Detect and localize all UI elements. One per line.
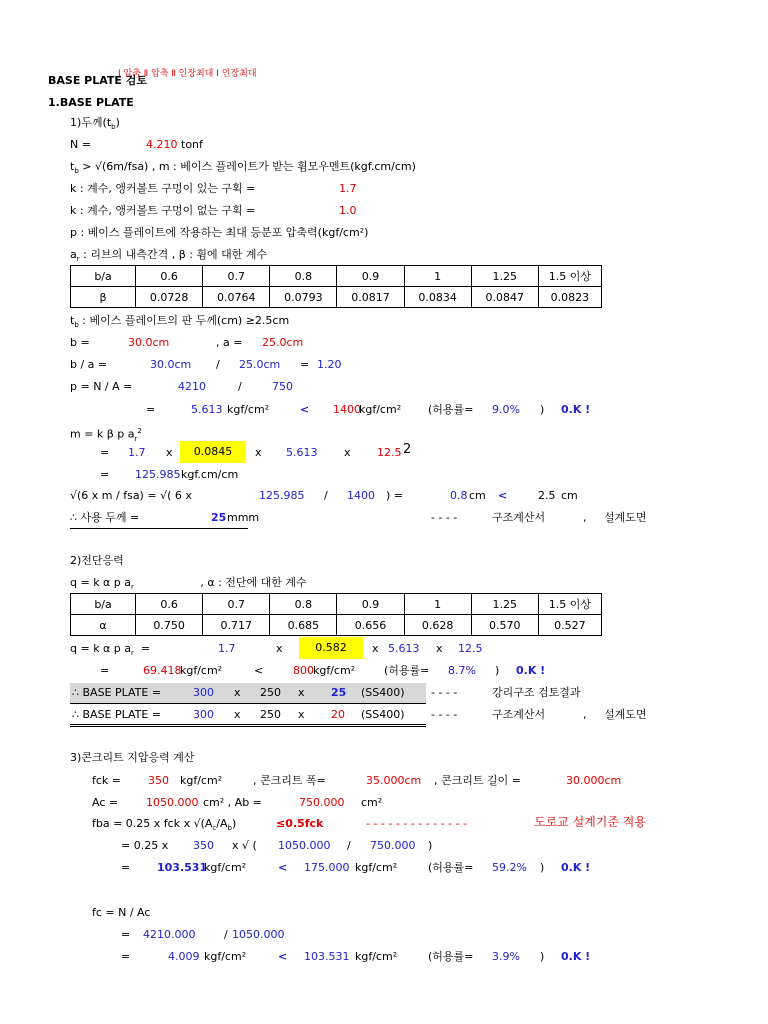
sqrt-slash: / — [324, 489, 328, 502]
table-cell: b/a — [71, 594, 136, 615]
k1-value: 1.7 — [339, 182, 357, 195]
tb-note: $t_b$ : 베이스 플레이트의 판 두께(cm) ≥2.5cm — [70, 314, 290, 330]
fba3-result: 103.531 — [157, 861, 208, 874]
base-plate-result-2-underline — [70, 724, 426, 727]
q-ratio-value: 8.7% — [448, 664, 476, 677]
alpha-table-value-row — [71, 615, 602, 636]
table-cell: 0.8 — [270, 594, 337, 615]
use-note-dash: - - - - — [431, 511, 458, 524]
p-definition: p : 베이스 플레이트에 작용하는 최대 등분포 압축력(kgf/cm²) — [70, 226, 369, 239]
use-note-drawing: 설계도면 — [604, 511, 647, 524]
table-cell: 0.7 — [203, 594, 270, 615]
sqrt-min-unit: cm — [561, 489, 578, 502]
fc3-ok: 0.K ! — [561, 950, 591, 963]
table-cell: 1.5 이상 — [538, 594, 601, 615]
q-ratio-close: ) — [495, 664, 500, 677]
fck-label: fck = — [92, 774, 122, 787]
fc3-ratio-label: (허용률= — [428, 950, 474, 963]
ab-value: 750.000 — [299, 796, 345, 809]
m-eq2: = — [100, 468, 110, 481]
n-unit: tonf — [181, 138, 203, 151]
q-alpha-value: 0.582 — [299, 637, 363, 659]
alpha-table-header-row — [71, 594, 602, 615]
bp2-x1: x — [234, 708, 241, 721]
fc2-ac: 1050.000 — [232, 928, 285, 941]
p-allow-value: 1400 — [333, 403, 361, 416]
table-cell: 0.0817 — [337, 287, 404, 308]
q-ratio-label: (허용률= — [384, 664, 430, 677]
table-cell: 1 — [404, 266, 471, 287]
fba2-fck: 350 — [193, 839, 214, 852]
m-formula: m = k β p $a_r^2$ — [70, 427, 142, 443]
fba2-label: = 0.25 x — [121, 839, 169, 852]
m-result-unit: kgf.cm/cm — [181, 468, 239, 481]
p-result-unit: kgf/cm² — [227, 403, 270, 416]
table-cell: 0.628 — [404, 615, 471, 636]
m-k-value: 1.7 — [128, 446, 146, 459]
use-note-comma: , — [583, 511, 587, 524]
table-cell: 0.8 — [270, 266, 337, 287]
q-allow-value: 800 — [293, 664, 314, 677]
p-eq2: = — [146, 403, 156, 416]
table-cell: 1.25 — [471, 594, 538, 615]
fba3-unit: kgf/cm² — [204, 861, 247, 874]
q-result-unit: kgf/cm² — [180, 664, 223, 677]
use-thickness-unit: mmm — [227, 511, 260, 524]
bp1-height: 250 — [260, 686, 281, 699]
table-cell: 1 — [404, 594, 471, 615]
table-cell: 0.0793 — [270, 287, 337, 308]
fc3-eq: = — [121, 950, 131, 963]
fba3-ratio: 59.2% — [492, 861, 527, 874]
thickness-heading: 1)두께$(t_b)$ — [70, 116, 120, 132]
table-cell: 0.0764 — [203, 287, 270, 308]
beta-table-header-row — [71, 266, 602, 287]
table-cell: 1.25 — [471, 266, 538, 287]
ac-unit: cm² , Ab = — [203, 796, 262, 809]
length-label: , 콘크리트 길이 = — [434, 774, 521, 787]
b-label: b = — [70, 336, 90, 349]
alpha-table — [70, 593, 602, 636]
bp1-note: 강리구조 검토결과 — [492, 686, 581, 699]
bp1-x2: x — [298, 686, 305, 699]
fc3-lt: < — [278, 950, 288, 963]
bp2-x2: x — [298, 708, 305, 721]
p-eq-label: p = N / A = — [70, 380, 133, 393]
fba-condition: ≤0.5fck — [276, 817, 324, 830]
a-label: , a = — [216, 336, 243, 349]
table-cell: 0.750 — [136, 615, 203, 636]
table-cell: 0.570 — [471, 615, 538, 636]
k1-label: k : 계수, 앵커볼트 구멍이 있는 구획 = — [70, 182, 256, 195]
table-cell: 0.656 — [337, 615, 404, 636]
fba-dash: - - - - - - - - - - - - - - — [366, 817, 468, 830]
fba-note: 도로교 설계기준 적용 — [534, 815, 646, 829]
table-cell: 0.685 — [270, 615, 337, 636]
bp2-comma: , — [583, 708, 587, 721]
m-result: 125.985 — [135, 468, 181, 481]
m-x2: x — [255, 446, 262, 459]
section-2-heading: 2)전단응력 — [70, 554, 124, 567]
fba2-sqrt: x √ ( — [232, 839, 257, 852]
fc2-n: 4210.000 — [143, 928, 196, 941]
fc2-slash: / — [224, 928, 228, 941]
section-1-heading: 1.BASE PLATE — [48, 96, 134, 109]
use-thickness-label: ∴ 사용 두께 = — [70, 511, 140, 524]
length-value: 30.000cm — [566, 774, 622, 787]
fba2-ab: 750.000 — [370, 839, 416, 852]
ba-label: b / a = — [70, 358, 108, 371]
ac-label: Ac = — [92, 796, 119, 809]
m-p-value: 5.613 — [286, 446, 318, 459]
tb-formula: $t_b > √(6m/fsa)$ , m : 베이스 플레이트가 받는 휨모우멘트(kgf.cm/cm) — [70, 160, 416, 176]
q-x1: x — [276, 642, 283, 655]
q-definition: q = k α p $a_r$ , α : 전단에 대한 계수 — [70, 576, 307, 592]
q-eq2: = — [100, 664, 110, 677]
table-cell: 0.717 — [203, 615, 270, 636]
sqrt-label: √(6 x m / fsa) = √( 6 x — [70, 489, 192, 502]
beta-table — [70, 265, 602, 308]
fc3-result: 4.009 — [168, 950, 200, 963]
n-value: 4.210 — [146, 138, 178, 151]
fck-value: 350 — [148, 774, 169, 787]
width-value: 35.000cm — [366, 774, 422, 787]
m-x1: x — [166, 446, 173, 459]
bp1-material: (SS400) — [361, 686, 405, 699]
doc-title-overlay: Ⅰ 압축 Ⅱ 압축 Ⅱ 인장최대 Ⅰ 인장최대 — [118, 69, 257, 79]
ba-a-value: 25.0cm — [239, 358, 281, 371]
bp1-x1: x — [234, 686, 241, 699]
q-x2: x — [372, 642, 379, 655]
table-cell: 0.527 — [538, 615, 601, 636]
fba3-close: ) — [540, 861, 545, 874]
fba3-eq: = — [121, 861, 131, 874]
m-eq: = — [100, 446, 110, 459]
fc-label: fc = N / Ac — [92, 906, 151, 919]
fba3-lt: < — [278, 861, 288, 874]
fba3-allow-unit: kgf/cm² — [355, 861, 398, 874]
use-thickness-value: 25 — [211, 511, 227, 524]
table-cell: b/a — [71, 266, 136, 287]
m-beta-value: 0.0845 — [180, 441, 246, 463]
bp2-thickness: 20 — [331, 708, 345, 721]
ba-slash: / — [216, 358, 220, 371]
p-ratio-value: 9.0% — [492, 403, 520, 416]
fba3-allow: 175.000 — [304, 861, 350, 874]
bp2-label: ∴ BASE PLATE = — [72, 708, 162, 721]
sqrt-m-value: 125.985 — [259, 489, 305, 502]
p-ok: 0.K ! — [561, 403, 591, 416]
ba-result: 1.20 — [317, 358, 342, 371]
q-formula: q = k α p $a_r$ = — [70, 642, 151, 658]
q-result: 69.418 — [143, 664, 182, 677]
q-lt: < — [254, 664, 264, 677]
p-n-value: 4210 — [178, 380, 206, 393]
table-cell: 0.0728 — [136, 287, 203, 308]
base-plate-result-1-underline — [70, 703, 426, 704]
m-x3: x — [344, 446, 351, 459]
n-label: N = — [70, 138, 91, 151]
fba-formula: fba = 0.25 x fck x $√(A_c/A_b)$ — [92, 817, 237, 833]
table-cell: 0.9 — [337, 266, 404, 287]
fc3-allow: 103.531 — [304, 950, 350, 963]
fc3-allow-unit: kgf/cm² — [355, 950, 398, 963]
q-p-value: 5.613 — [388, 642, 420, 655]
k2-label: k : 계수, 앵커볼트 구멍이 없는 구획 = — [70, 204, 256, 217]
section-3-heading: 3)콘크리트 지압응력 계산 — [70, 751, 195, 764]
fba2-ac: 1050.000 — [278, 839, 331, 852]
table-cell: 0.0823 — [538, 287, 601, 308]
sqrt-fsa-value: 1400 — [347, 489, 375, 502]
ab-unit: cm² — [361, 796, 383, 809]
p-a-value: 750 — [272, 380, 293, 393]
p-slash: / — [238, 380, 242, 393]
beta-table-value-row — [71, 287, 602, 308]
table-cell: 0.9 — [337, 594, 404, 615]
sqrt-unit: cm — [469, 489, 486, 502]
sqrt-lt: < — [498, 489, 508, 502]
table-cell: 0.0834 — [404, 287, 471, 308]
bp2-material: (SS400) — [361, 708, 405, 721]
table-cell: 0.7 — [203, 266, 270, 287]
p-lt: < — [300, 403, 310, 416]
table-cell: 0.6 — [136, 266, 203, 287]
use-thickness-underline — [70, 528, 248, 529]
table-cell: 0.6 — [136, 594, 203, 615]
p-result: 5.613 — [191, 403, 223, 416]
ac-value: 1050.000 — [146, 796, 199, 809]
fc2-eq: = — [121, 928, 131, 941]
bp2-note-calc: 구조계산서 — [492, 708, 546, 721]
sqrt-result: 0.8 — [450, 489, 468, 502]
table-cell: 1.5 이상 — [538, 266, 601, 287]
fba3-ratio-label: (허용률= — [428, 861, 474, 874]
sqrt-close: ) = — [386, 489, 404, 502]
bp1-dash: - - - - — [431, 686, 458, 699]
table-cell: α — [71, 615, 136, 636]
bp1-label: ∴ BASE PLATE = — [72, 686, 162, 699]
p-ratio-close: ) — [540, 403, 545, 416]
bp1-thickness: 25 — [331, 686, 347, 699]
ba-b-value: 30.0cm — [150, 358, 192, 371]
ba-equals: = — [300, 358, 310, 371]
a-value: 25.0cm — [262, 336, 304, 349]
fba2-slash: / — [347, 839, 351, 852]
m-square: 2 — [403, 442, 412, 457]
sqrt-min-value: 2.5 — [538, 489, 556, 502]
bp2-dash: - - - - — [431, 708, 458, 721]
fc3-unit: kgf/cm² — [204, 950, 247, 963]
width-label: , 콘크리트 폭= — [253, 774, 326, 787]
bp2-note-drawing: 설계도면 — [604, 708, 647, 721]
q-ar-value: 12.5 — [458, 642, 483, 655]
bp1-width: 300 — [193, 686, 214, 699]
q-x3: x — [436, 642, 443, 655]
bp2-height: 250 — [260, 708, 281, 721]
p-ratio-label: (허용률= — [428, 403, 474, 416]
fba2-close: ) — [428, 839, 433, 852]
k2-value: 1.0 — [339, 204, 357, 217]
b-value: 30.0cm — [128, 336, 170, 349]
doc-title: BASE PLATE 검토 — [48, 74, 147, 87]
q-allow-unit: kgf/cm² — [313, 664, 356, 677]
fba3-ok: 0.K ! — [561, 861, 591, 874]
fck-unit: kgf/cm² — [180, 774, 223, 787]
ar-definition: $a_r$ : 리브의 내측간격 , β : 휨에 대한 계수 — [70, 248, 268, 264]
table-cell: 0.0847 — [471, 287, 538, 308]
m-ar-value: 12.5 — [377, 446, 402, 459]
fc3-close: ) — [540, 950, 545, 963]
q-k-value: 1.7 — [218, 642, 236, 655]
q-ok: 0.K ! — [516, 664, 546, 677]
use-note-calc: 구조계산서 — [492, 511, 546, 524]
table-cell: β — [71, 287, 136, 308]
bp2-width: 300 — [193, 708, 214, 721]
fc3-ratio: 3.9% — [492, 950, 520, 963]
p-allow-unit: kgf/cm² — [359, 403, 402, 416]
